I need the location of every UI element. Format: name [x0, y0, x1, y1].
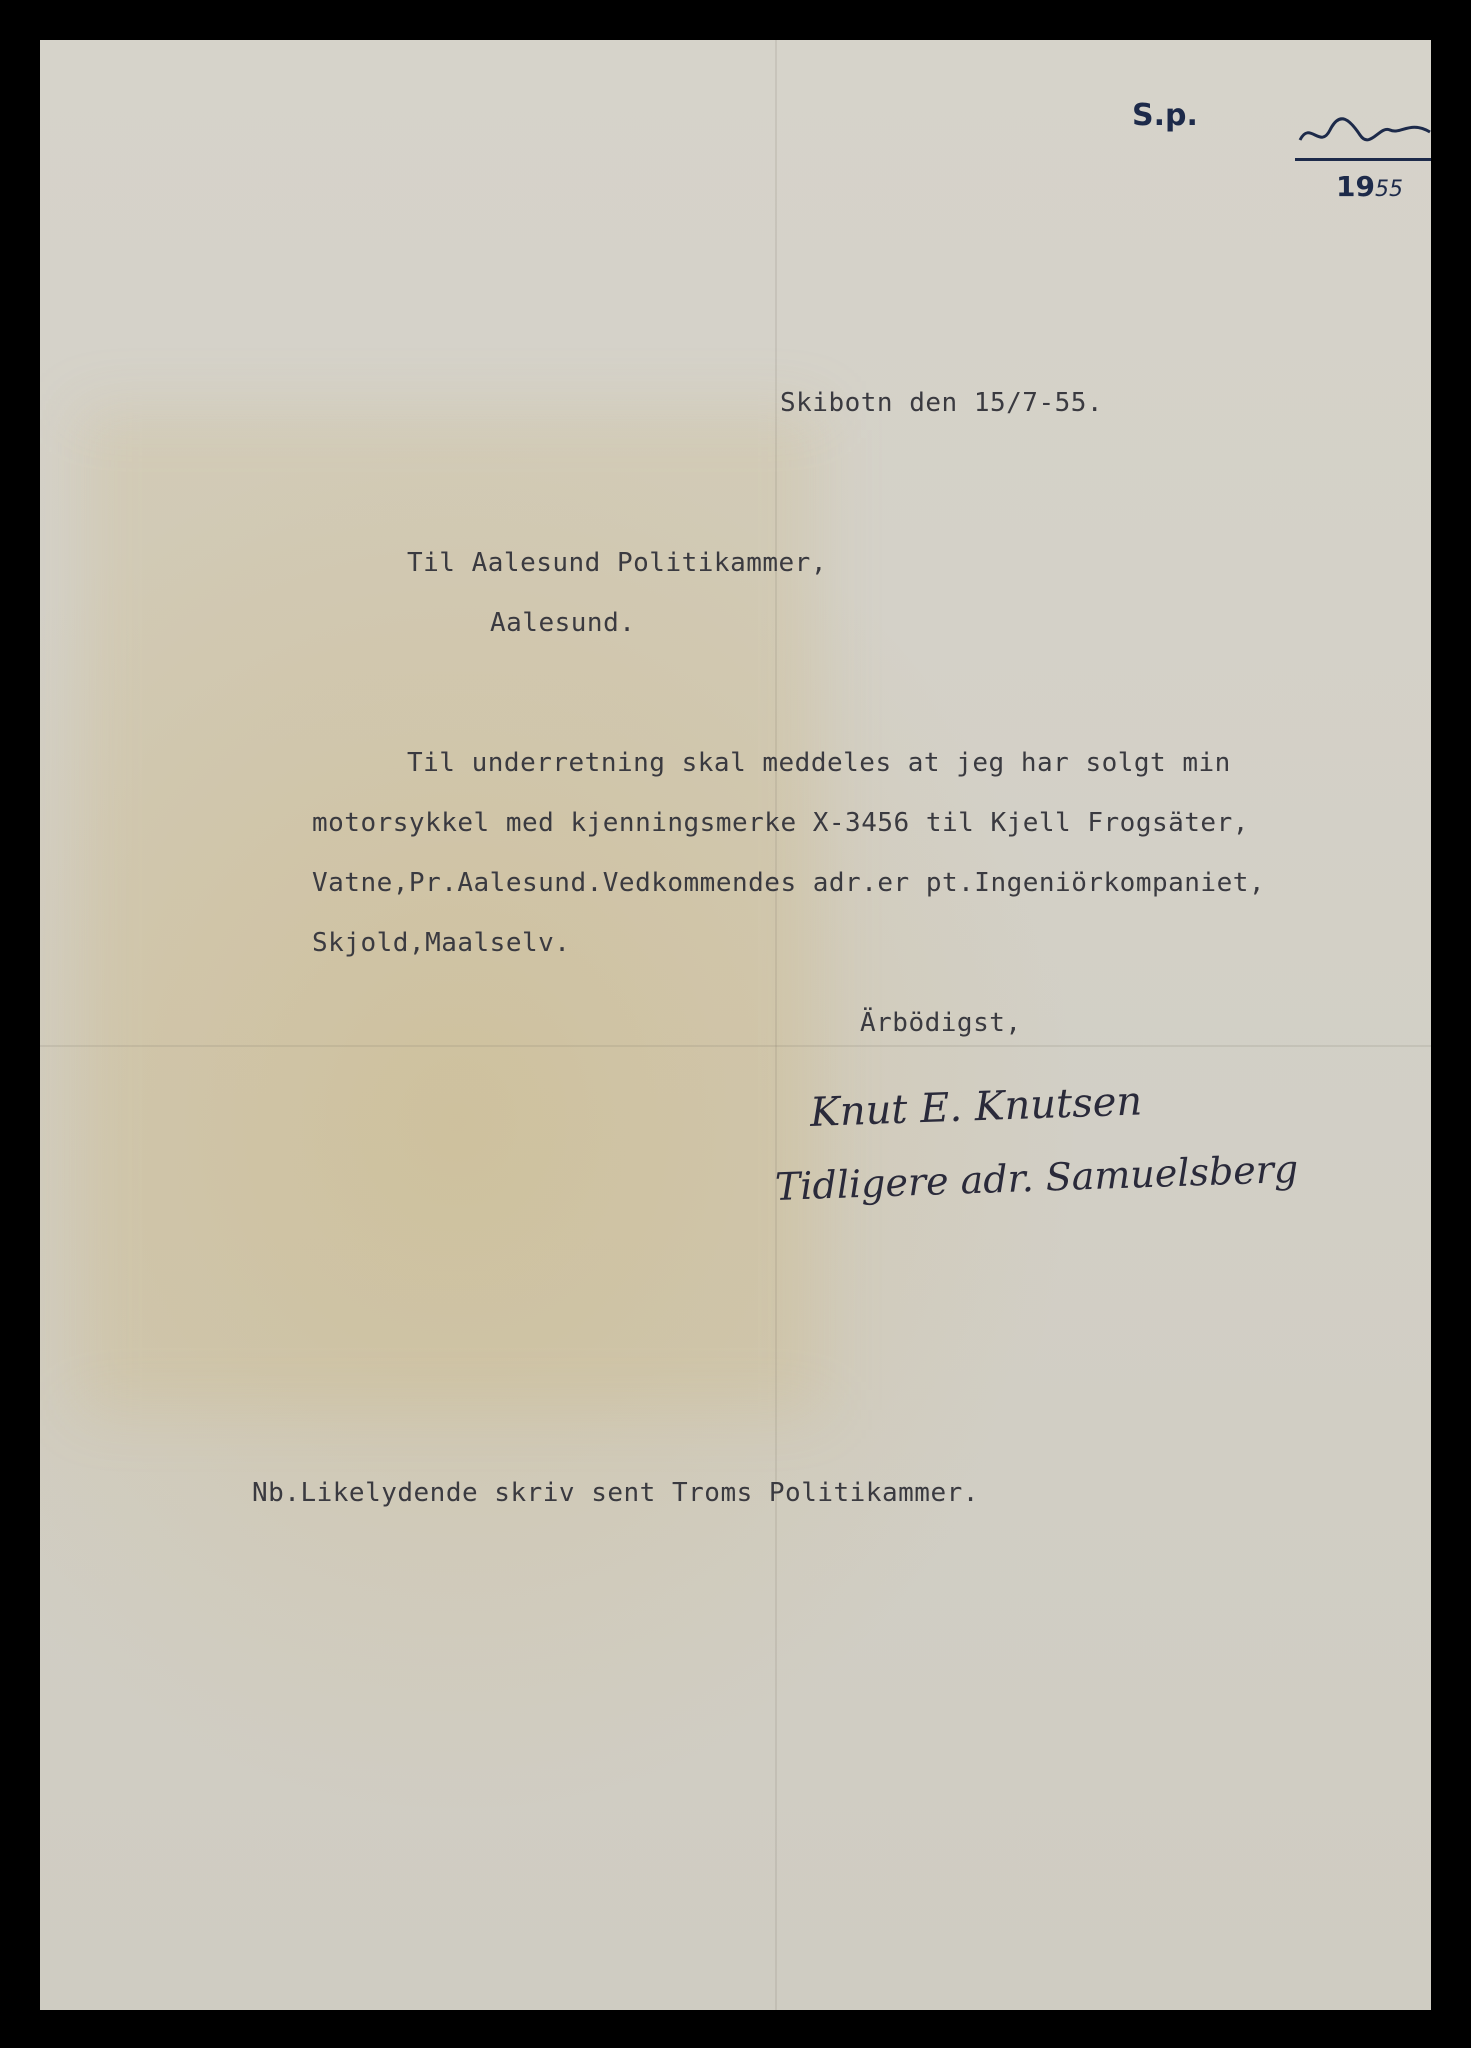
- previous-address: Tidligere adr. Samuelsberg: [774, 1146, 1299, 1209]
- stamp-prefix: S.p.: [1132, 98, 1198, 133]
- stamp-year-prefix: 19: [1336, 170, 1375, 203]
- signature: Knut E. Knutsen: [809, 1078, 1143, 1136]
- addressee-line2: Aalesund.: [490, 608, 636, 638]
- body-line: Skjold,Maalselv.: [312, 928, 571, 958]
- horizontal-fold: [40, 1045, 1431, 1047]
- postscript: Nb.Likelydende skriv sent Troms Politikammer.: [252, 1478, 979, 1508]
- stamp-year-suffix: 55: [1374, 177, 1403, 202]
- body-line: motorsykkel med kjenningsmerke X-3456 til Kjell Frogsäter,: [312, 808, 1249, 838]
- stamp-underline: [1295, 158, 1431, 161]
- closing: Ärbödigst,: [860, 1008, 1022, 1038]
- handwritten-mark-icon: [1290, 100, 1431, 160]
- body-line: Vatne,Pr.Aalesund.Vedkommendes adr.er pt.Ingeniörkompaniet,: [312, 868, 1266, 898]
- body-line: Til underretning skal meddeles at jeg har solgt min: [407, 748, 1231, 778]
- vertical-fold: [775, 40, 777, 2010]
- addressee-line1: Til Aalesund Politikammer,: [407, 548, 827, 578]
- stamp-year: [1336, 170, 1403, 203]
- place-date: Skibotn den 15/7-55.: [780, 388, 1104, 418]
- document-page: [40, 40, 1431, 2010]
